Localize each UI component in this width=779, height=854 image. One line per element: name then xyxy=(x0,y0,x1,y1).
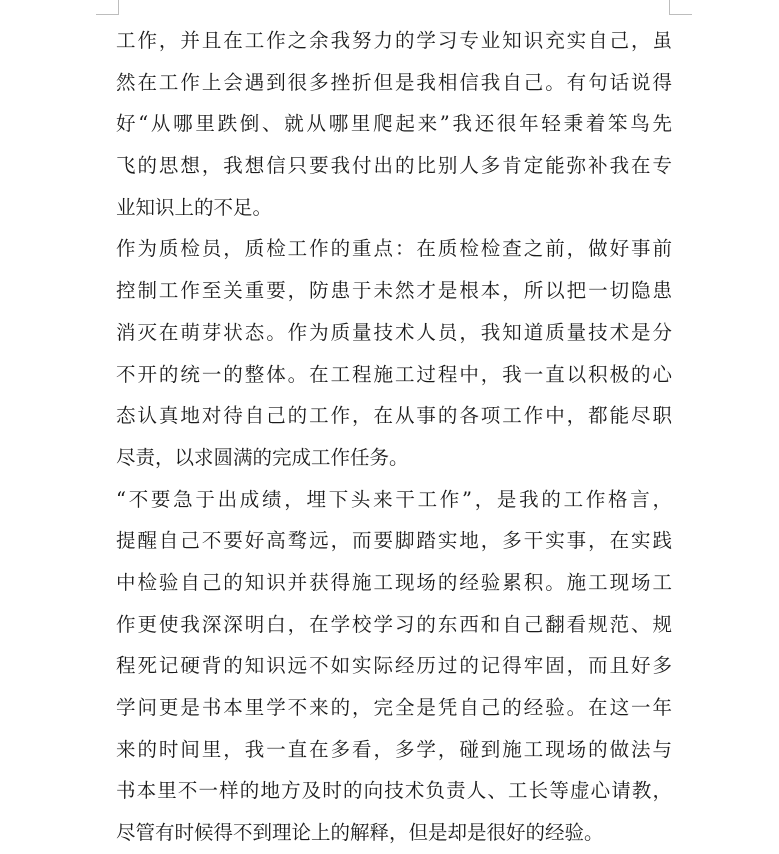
paragraph-2 xyxy=(116,228,672,478)
text-line: 书本里不一样的地方及时的向技术负责人、工长等虚心请教， xyxy=(116,779,672,803)
margin-corner-mark-right xyxy=(669,0,692,15)
text-line: 来的时间里，我一直在多看，多学，碰到施工现场的做法与 xyxy=(116,737,672,761)
text-line: 尽责，以求圆满的完成工作任务。 xyxy=(116,445,409,469)
text-line: 学问更是书本里学不来的，完全是凭自己的经验。在这一年 xyxy=(116,696,672,719)
text-line: 不开的统一的整体。在工程施工过程中，我一直以积极的心 xyxy=(116,362,672,386)
text-line: 飞的思想，我想信只要我付出的比别人多肯定能弥补我在专 xyxy=(116,154,672,178)
document-body[interactable] xyxy=(116,20,672,854)
text-line: 业知识上的不足。 xyxy=(116,195,273,219)
text-line: “不要急于出成绩，埋下头来干工作”，是我的工作格言， xyxy=(116,487,672,511)
text-line: 消灭在萌芽状态。作为质量技术人员，我知道质量技术是分 xyxy=(116,320,672,344)
paragraph-3 xyxy=(116,479,672,854)
paragraph-1 xyxy=(116,20,672,228)
text-line: 好“从哪里跌倒、就从哪里爬起来”我还很年轻秉着笨鸟先 xyxy=(116,112,672,136)
text-line: 尽管有时候得不到理论上的解释，但是却是很好的经验。 xyxy=(116,821,604,845)
text-line: 中检验自己的知识并获得施工现场的经验累积。施工现场工 xyxy=(116,570,672,594)
text-line: 提醒自己不要好高骛远，而要脚踏实地，多干实事，在实践 xyxy=(116,529,672,553)
text-line: 作为质检员，质检工作的重点：在质检检查之前，做好事前 xyxy=(116,237,672,261)
text-line: 作更使我深深明白，在学校学习的东西和自己翻看规范、规 xyxy=(116,612,672,636)
text-line: 控制工作至关重要，防患于未然才是根本，所以把一切隐患 xyxy=(116,279,672,303)
text-line: 然在工作上会遇到很多挫折但是我相信我自己。有句话说得 xyxy=(116,70,672,94)
margin-corner-mark-left xyxy=(96,0,119,15)
text-line: 程死记硬背的知识远不如实际经历过的记得牢固，而且好多 xyxy=(116,654,672,678)
text-line: 态认真地对待自己的工作，在从事的各项工作中，都能尽职 xyxy=(116,404,672,428)
text-line: 工作，并且在工作之余我努力的学习专业知识充实自己，虽 xyxy=(116,29,672,52)
